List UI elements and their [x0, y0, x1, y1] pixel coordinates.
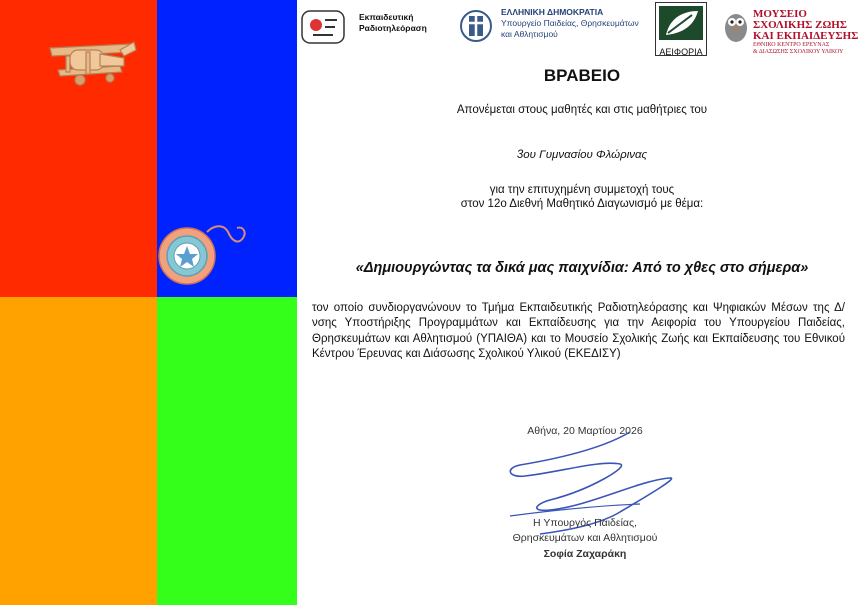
- museum-label-line4: ΕΘΝΙΚΟ ΚΕΝΤΡΟ ΕΡΕΥΝΑΣ: [753, 42, 830, 48]
- green-color-block: [157, 297, 297, 605]
- edu-tv-label-line2: Ραδιοτηλεόραση: [359, 23, 427, 33]
- aeiforia-logo: [655, 2, 707, 56]
- body-paragraph: τον οποίο συνδιοργανώνουν το Τμήμα Εκπαιδευτικής Ραδιοτηλεόρασης και Ψηφιακών Μέσων της Δ/νσης Υποστήριξης Προγραμμάτων και Εκπαίδευσης για την Αειφορία του Υπουργείου Παιδείας, Θρησκευμάτων και Αθλητισμού (ΥΠΑΙΘΑ) και το Μουσείο Σχολικής Ζωής και Εκπαίδευσης του Εθνικού Κέντρου Έρευνας και Διάσωσης Σχολικού Υλικού (ΕΚΕΔΙΣΥ): [312, 302, 845, 360]
- participation-line1: για την επιτυχημένη συμμετοχή τους: [489, 184, 675, 196]
- edu-tv-logo: [301, 10, 345, 44]
- signature-date: Αθήνα, 20 Μαρτίου 2026: [527, 425, 643, 437]
- signer-name: Σοφία Ζαχαράκη: [543, 548, 627, 560]
- aeiforia-label: ΑΕΙΦΟΡΙΑ: [659, 47, 703, 57]
- signer-role-line1: Η Υπουργός Παιδείας,: [533, 517, 637, 529]
- ministry-label-line2: Υπουργείο Παιδείας, Θρησκευμάτων: [501, 18, 639, 28]
- museum-label-line2: ΣΧΟΛΙΚΗΣ ΖΩΗΣ: [753, 19, 847, 31]
- certificate-title: ΒΡΑΒΕΙΟ: [543, 66, 621, 85]
- contest-theme: «Δημιουργώντας τα δικά μας παιχνίδια: Από το χθες στο σήμερα»: [355, 260, 809, 276]
- toy-airplane-icon: [40, 30, 140, 90]
- museum-label-line5: & ΔΙΑΣΩΣΗΣ ΣΧΟΛΙΚΟΥ ΥΛΙΚΟΥ: [753, 49, 844, 55]
- participation-line2: στον 12ο Διεθνή Μαθητικό Διαγωνισμό με θέμα:: [460, 198, 704, 210]
- signer-role-line2: Θρησκευμάτων και Αθλητισμού: [512, 532, 658, 544]
- logo-bar: [297, 0, 867, 58]
- museum-label-line1: ΜΟΥΣΕΙΟ: [753, 8, 807, 20]
- greek-emblem-logo: [459, 8, 493, 44]
- museum-label-line3: ΚΑΙ ΕΚΠΑΙΔΕΥΣΗΣ: [753, 30, 859, 42]
- ministry-label: [501, 7, 639, 40]
- awarded-to-text: Απονέμεται στους μαθητές και στις μαθήτριες του: [456, 104, 708, 116]
- orange-color-block: [0, 297, 157, 605]
- ministry-label-line1: ΕΛΛΗΝΙΚΗ ΔΗΜΟΚΡΑΤΙΑ: [501, 7, 604, 17]
- edu-tv-label: [359, 12, 427, 34]
- aeiforia-leaf-icon: [656, 3, 706, 41]
- museum-owl-logo: [723, 8, 749, 44]
- yoyo-icon: [155, 214, 255, 294]
- edu-tv-label-line1: Εκπαιδευτική: [359, 12, 414, 22]
- ministry-label-line3: και Αθλητισμού: [501, 29, 558, 39]
- museum-label: [753, 9, 858, 56]
- school-name: 3ου Γυμνασίου Φλώρινας: [516, 149, 648, 161]
